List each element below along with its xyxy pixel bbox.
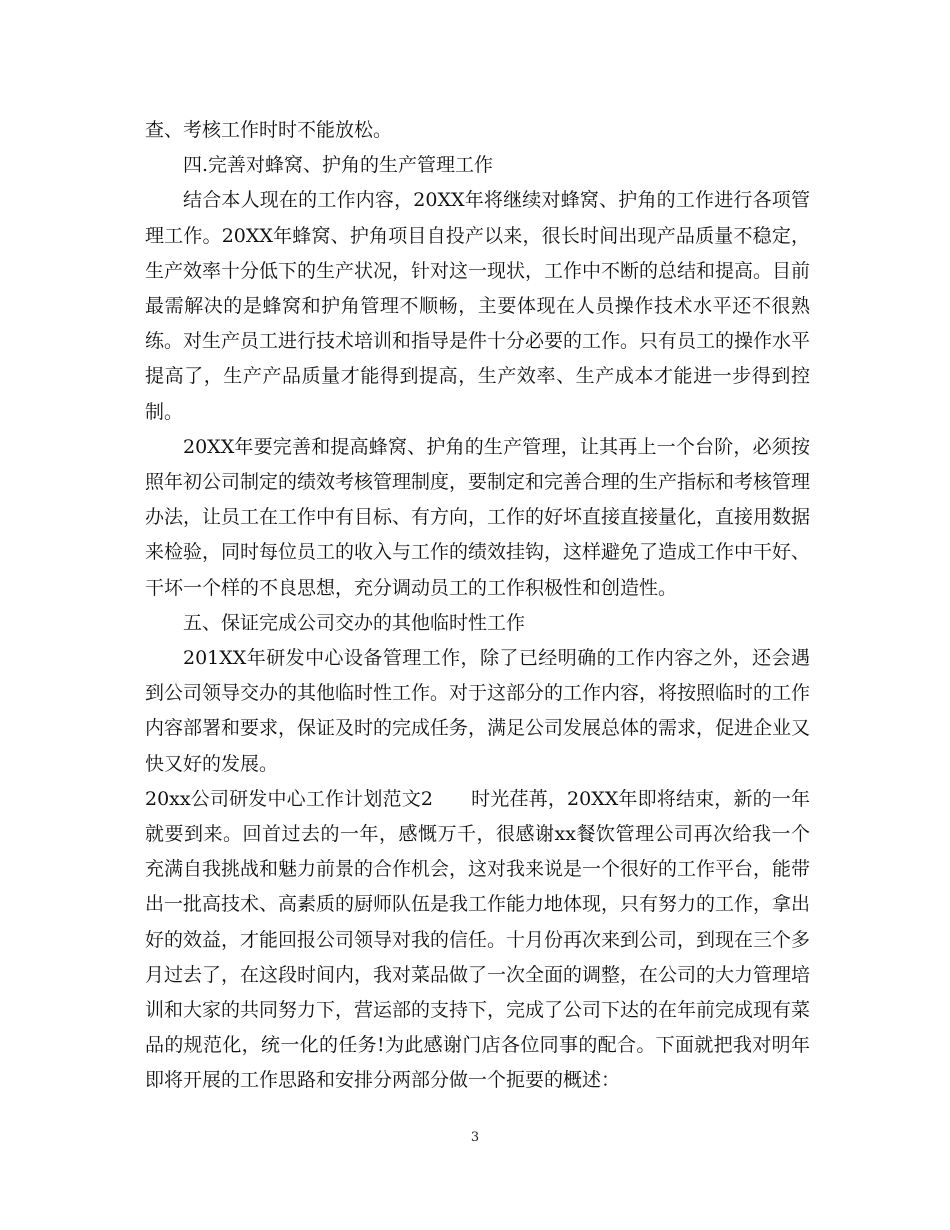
paragraph: 201XX年研发中心设备管理工作，除了已经明确的工作内容之外，还会遇到公司领导交办的其他临时性工作。对于这部分的工作内容，将按照临时的工作内容部署和要求，保证及时的完成任务，满足公司发展总体的需求，促进企业又快又好的发展。 bbox=[145, 647, 811, 775]
article-title: 20xx公司研发中心工作计划范文2 bbox=[145, 787, 433, 810]
paragraph: 20XX年要完善和提高蜂窝、护角的生产管理，让其再上一个台阶，必须按照年初公司制定的绩效考核管理制度，要制定和完善合理的生产指标和考核管理办法，让员工在工作中有目标、有方向，工作的好坏直接直接量化，直接用数据来检验，同时每位员工的收入与工作的绩效挂钩，这样避免了造成工作中干好、干坏一个样的不良思想，充分调动员工的工作积极性和创造性。 bbox=[145, 435, 811, 599]
paragraph-continuation: 查、考核工作时时不能放松。 bbox=[145, 119, 393, 141]
section-heading-5: 五、保证完成公司交办的其他临时性工作 bbox=[183, 611, 526, 634]
page-number: 3 bbox=[470, 1130, 480, 1145]
article-body-text: 时光荏苒，20XX年即将结束，新的一年就要到来。回首过去的一年，感慨万千，很感谢xx餐饮管理公司再次给我一个充满自我挑战和魅力前景的合作机会，这对我来说是一个很好的工作平台，能带出一批高技术、高素质的厨师队伍是我工作能力地体现，只有努力的工作，拿出好的效益，才能回报公司领导对我的信任。十月份再次来到公司，到现在三个多月过去了，在这段时间内，我对菜品做了一次全面的调整，在公司的大力管理培训和大家的共同努力下，营运部的支持下，完成了公司下达的在年前完成现有菜品的规范化，统一化的任务!为此感谢门店各位同事的配合。下面就把我对明年即将开展的工作思路和安排分两部分做一个扼要的概述： bbox=[145, 787, 811, 1092]
paragraph-with-title bbox=[145, 782, 810, 1099]
document-body bbox=[145, 113, 810, 1099]
paragraph: 结合本人现在的工作内容，20XX年将继续对蜂窝、护角的工作进行各项管理工作。20XX年蜂窝、护角项目自投产以来，很长时间出现产品质量不稳定，生产效率十分低下的生产状况，针对这一现状，工作中不断的总结和提高。目前最需解决的是蜂窝和护角管理不顺畅，主要体现在人员操作技术水平还不很熟练。对生产员工进行技术培训和指导是件十分必要的工作。只有员工的操作水平提高了，生产产品质量才能得到提高，生产效率、生产成本才能进一步得到控制。 bbox=[145, 189, 811, 423]
section-heading-4: 四.完善对蜂窝、护角的生产管理工作 bbox=[183, 154, 494, 177]
